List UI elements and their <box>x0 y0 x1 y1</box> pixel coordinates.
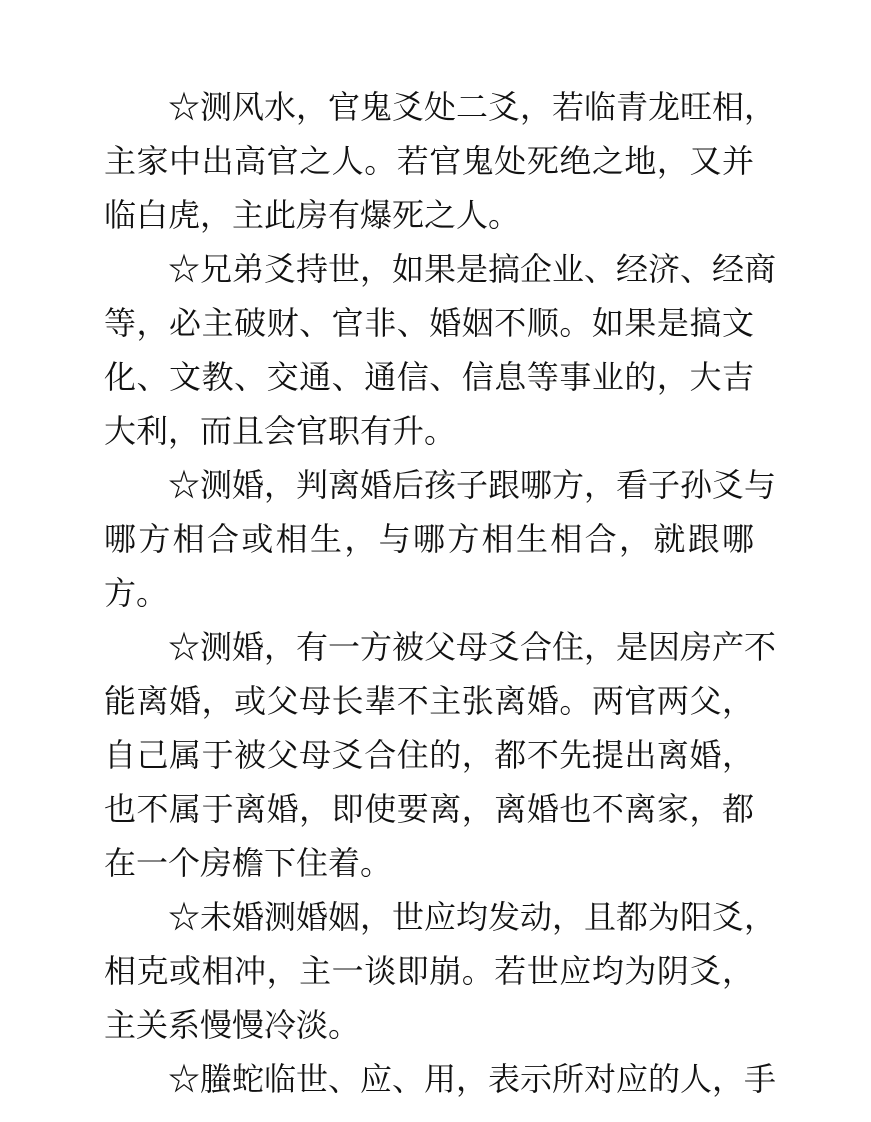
text-line: 在一个房檐下住着。 <box>104 844 393 882</box>
text-line: ☆未婚测婚姻，世应均发动，且都为阳爻， <box>168 898 777 936</box>
text-line: 相克或相冲，主一谈即崩。若世应均为阴爻， <box>104 952 754 990</box>
text-line: ☆螣蛇临世、应、用，表示所对应的人，手 <box>168 1060 777 1098</box>
text-line: 也不属于离婚，即使要离，离婚也不离家，都 <box>104 790 754 828</box>
text-line: 临白虎，主此房有爆死之人。 <box>104 196 521 234</box>
text-line: 主关系慢慢冷淡。 <box>104 1006 361 1044</box>
text-line: ☆测风水，官鬼爻处二爻，若临青龙旺相， <box>168 88 777 126</box>
text-line: 方。 <box>104 574 169 612</box>
text-line: 自己属于被父母爻合住的，都不先提出离婚， <box>104 736 754 774</box>
text-line: ☆兄弟爻持世，如果是搞企业、经济、经商 <box>168 250 777 288</box>
text-line: 哪方相合或相生，与哪方相生相合，就跟哪 <box>104 520 754 558</box>
text-line: ☆测婚，判离婚后孩子跟哪方，看子孙爻与 <box>168 466 777 504</box>
text-line: 大利，而且会官职有升。 <box>104 412 457 450</box>
text-line: 能离婚，或父母长辈不主张离婚。两官两父， <box>104 682 754 720</box>
text-line: 化、文教、交通、通信、信息等事业的，大吉 <box>104 358 754 396</box>
text-line: 等，必主破财、官非、婚姻不顺。如果是搞文 <box>104 304 754 342</box>
document-body <box>104 80 777 1106</box>
text-line: ☆测婚，有一方被父母爻合住，是因房产不 <box>168 628 777 666</box>
text-line: 主家中出高官之人。若官鬼处死绝之地，又并 <box>104 142 754 180</box>
